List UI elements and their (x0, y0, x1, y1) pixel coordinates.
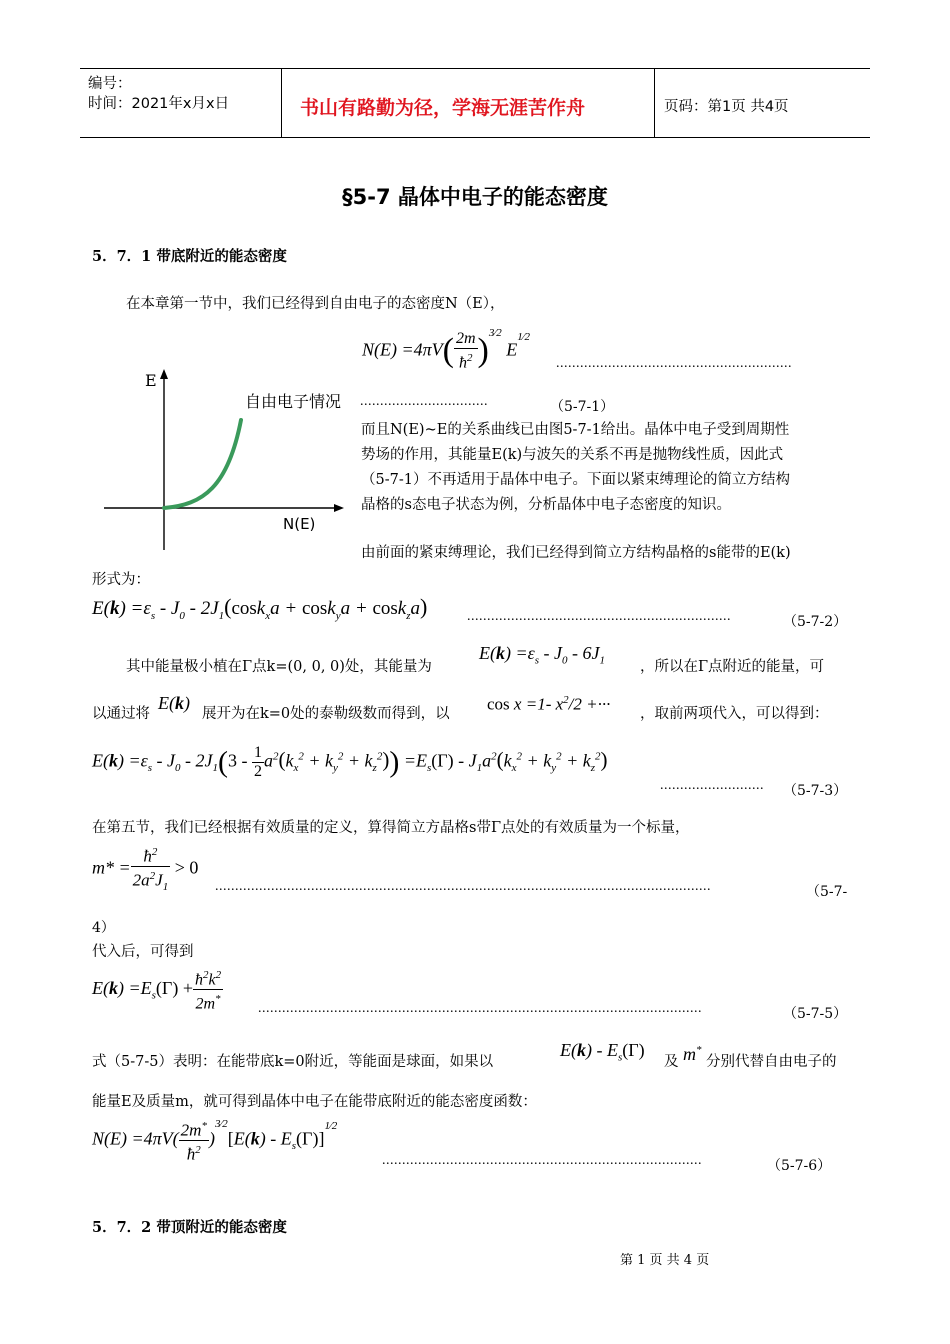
paragraph: 形式为： (92, 572, 150, 588)
equation-number: （5-7- (806, 884, 848, 900)
paragraph: 在本章第一节中，我们已经得到自由电子的态密度N（E）， (126, 296, 505, 312)
paragraph: ，所以在Γ点附近的能量，可 (640, 659, 825, 675)
header-divider (654, 69, 655, 137)
section-heading: 5．7．1 带底附近的能态密度 (92, 248, 287, 265)
motto: 书山有路勤为径，学海无涯苦作舟 (300, 97, 586, 119)
paragraph: 展开为在k=0处的泰勒级数而得到，以 (202, 706, 450, 722)
equation-number: （5-7-6） (767, 1158, 832, 1174)
paragraph: ，取前两项代入，可以得到： (640, 706, 829, 722)
paragraph: 及 (664, 1054, 679, 1070)
equation-number: 4） (92, 920, 115, 936)
equation-5-7-3: $E(k) =\varepsilon_s - J_0 - 2J_1(3$ - $\frac{1}{2}$ $a^2(k_x^2 + k_y^2 + k_z^2)) =E_s(\Gamma) - J_1a^2(k_x^2 + k_y^2 + k_z^2)$ (92, 744, 608, 780)
equation-number: （5-7-2） (783, 614, 848, 630)
section-heading: 5．7．2 带顶附近的能态密度 (92, 1219, 287, 1236)
dot-leader: ............................................................................................................... (258, 1001, 702, 1016)
page-footer: 第 1 页 共 4 页 (620, 1253, 710, 1268)
equation-5-7-2: $E(k) =\varepsilon_s - J_0 - 2J_1(\cos k_xa + \cos k_ya + \cos k_za)$ (92, 594, 428, 622)
y-axis-arrow (160, 369, 168, 379)
dos-curve (164, 420, 241, 508)
equation-number: （5-7-3） (783, 783, 848, 799)
paragraph-line: 势场的作用，其能量E(k)与波矢的关系不再是抛物线性质，因此式 (361, 447, 784, 463)
dot-leader: ................................................................................ (382, 1153, 702, 1168)
paragraph: 能量E及质量m，就可得到晶体中电子在能带底附近的能态密度函数： (92, 1094, 537, 1110)
dot-leader: .................................................................. (467, 609, 731, 624)
equation-5-7-5: $E(k) =E_s(\Gamma)$ + $\frac{ħ^2k^2}{2m^*}$ (92, 966, 223, 1014)
paragraph: 由前面的紧束缚理论，我们已经得到简立方结构晶格的s能带的E(k) (361, 545, 791, 561)
equation-inline-diff: $E(k) - E_s(\Gamma)$ (560, 1040, 645, 1064)
dot-leader: .......................... (660, 778, 764, 793)
paragraph: 代入后，可得到 (92, 944, 194, 960)
figure-x-label: N(E) (283, 515, 316, 533)
dot-leader: ............................................................................................................................ (215, 879, 711, 894)
paragraph: 其中能量极小植在Γ点k=(0, 0, 0)处，其能量为 (126, 659, 432, 675)
equation-number: （5-7-5） (783, 1006, 848, 1022)
equation-inline-gamma: $E(k) =\varepsilon_s - J_0 - 6J_1$ (479, 643, 605, 667)
page-title: §5-7 晶体中电子的能态密度 (342, 185, 608, 209)
paragraph: 式（5-7-5）表明：在能带底k=0附近，等能面是球面，如果以 (92, 1054, 494, 1070)
x-axis-arrow (334, 504, 344, 512)
equation-5-7-6: N(E) =4πV( $\frac{2m^*}{ħ^2}$ )$^{3⁄2}[E(k) - E_s(\Gamma)]^{1⁄2}$ (92, 1118, 338, 1164)
paragraph-line: 而且N(E)~E的关系曲线已由图5-7-1给出。晶体中电子受到周期性 (361, 422, 790, 438)
dot-leader: ........................................................... (556, 356, 792, 371)
paragraph-block (361, 418, 861, 518)
paragraph: 在第五节，我们已经根据有效质量的定义，算得简立方晶格s带Γ点处的有效质量为一个标量， (92, 820, 690, 836)
paragraph: 以通过将 (92, 706, 150, 722)
equation-5-7-4: m* = $\frac{ħ^2}{2a^2J_1}$ > 0 (92, 843, 198, 896)
equation-inline-mstar: m* (683, 1044, 702, 1064)
equation-number: （5-7-1） (550, 399, 615, 415)
curve-label: 自由电子情况 (245, 392, 342, 411)
date-label: 时间：2021年x月x日 (88, 96, 230, 112)
page-label: 页码：第1页 共4页 (664, 99, 789, 115)
dot-leader: ................................ (360, 394, 488, 409)
paragraph-line: 晶格的s态电子状态为例，分析晶体中电子态密度的知识。 (361, 497, 731, 513)
figure-y-label: E (145, 371, 157, 390)
paragraph: 分别代替自由电子的 (706, 1054, 837, 1070)
paragraph-line: （5-7-1）不再适用于晶体中电子。下面以紧束缚理论的简立方结构 (361, 472, 790, 488)
code-label: 编号： (88, 76, 132, 92)
equation-inline-cos: cos x =1- $x^2/2$ +··· (487, 694, 611, 714)
equation-5-7-1: N(E) =4πV( $\frac{2m}{ħ^2}$ )$^{3⁄2}$ $E^{1⁄2}$ (362, 327, 531, 372)
header-divider (281, 69, 282, 137)
equation-inline-ek: E(k) (158, 693, 190, 713)
